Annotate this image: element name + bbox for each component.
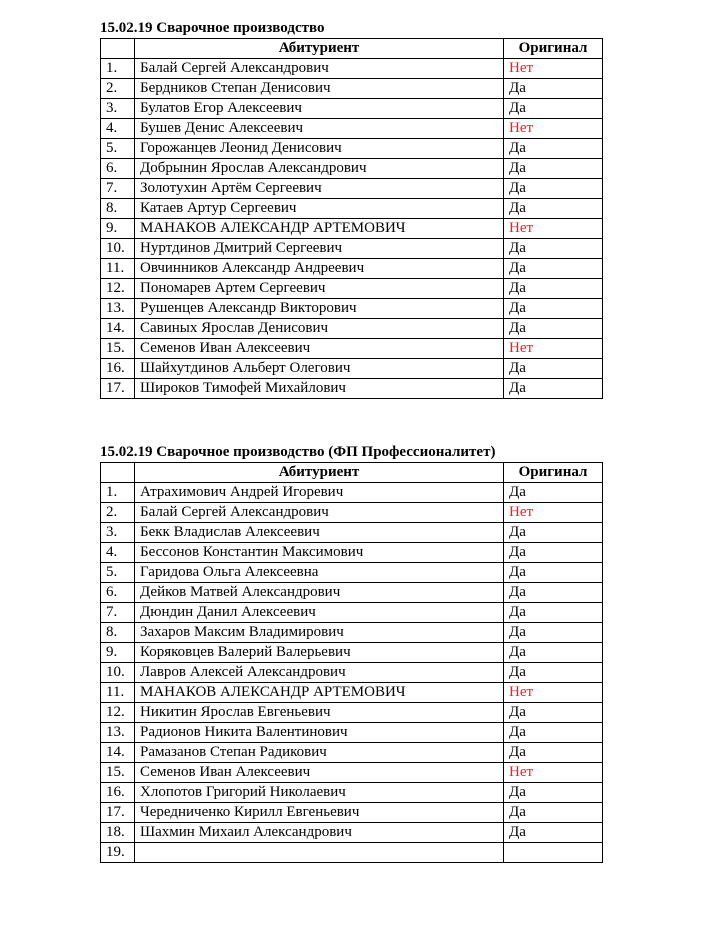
row-number-cell: 16. bbox=[101, 359, 135, 379]
section-welding bbox=[100, 18, 602, 399]
row-number-cell: 4. bbox=[101, 543, 135, 563]
table-row bbox=[101, 783, 603, 803]
applicant-name-cell: Радионов Никита Валентинович bbox=[135, 723, 504, 743]
table-row bbox=[101, 523, 603, 543]
table-row bbox=[101, 623, 603, 643]
row-number-cell: 9. bbox=[101, 219, 135, 239]
original-status-cell: Да bbox=[504, 723, 603, 743]
row-number-cell: 15. bbox=[101, 339, 135, 359]
table-row bbox=[101, 643, 603, 663]
table-row bbox=[101, 59, 603, 79]
table-row bbox=[101, 339, 603, 359]
applicant-name-cell: Чередниченко Кирилл Евгеньевич bbox=[135, 803, 504, 823]
original-status-cell: Да bbox=[504, 139, 603, 159]
table-row bbox=[101, 179, 603, 199]
original-status-cell: Да bbox=[504, 259, 603, 279]
table-row bbox=[101, 503, 603, 523]
applicant-name-cell: Семенов Иван Алексеевич bbox=[135, 339, 504, 359]
table-header-row bbox=[101, 463, 603, 483]
original-status-cell: Да bbox=[504, 663, 603, 683]
table-row bbox=[101, 803, 603, 823]
applicant-name-cell: Горожанцев Леонид Денисович bbox=[135, 139, 504, 159]
applicant-name-cell: Никитин Ярослав Евгеньевич bbox=[135, 703, 504, 723]
original-status-cell: Да bbox=[504, 99, 603, 119]
original-status-cell: Да bbox=[504, 483, 603, 503]
original-status-cell: Да bbox=[504, 79, 603, 99]
table-row bbox=[101, 563, 603, 583]
original-status-cell: Да bbox=[504, 643, 603, 663]
section-title: 15.02.19 Сварочное производство bbox=[100, 20, 325, 36]
original-status-cell: Да bbox=[504, 743, 603, 763]
row-number-cell: 2. bbox=[101, 503, 135, 523]
row-number-cell: 6. bbox=[101, 583, 135, 603]
table-row bbox=[101, 199, 603, 219]
table-row bbox=[101, 279, 603, 299]
original-status-cell: Да bbox=[504, 523, 603, 543]
table-row bbox=[101, 139, 603, 159]
original-status-cell: Нет bbox=[504, 59, 603, 79]
applicants-table bbox=[100, 462, 603, 863]
original-status-cell: Да bbox=[504, 199, 603, 219]
row-number-cell: 10. bbox=[101, 663, 135, 683]
row-number-cell: 2. bbox=[101, 79, 135, 99]
applicant-name-cell: Золотухин Артём Сергеевич bbox=[135, 179, 504, 199]
row-number-cell: 7. bbox=[101, 603, 135, 623]
original-status-cell: Да bbox=[504, 803, 603, 823]
row-number-cell: 10. bbox=[101, 239, 135, 259]
table-row bbox=[101, 239, 603, 259]
applicant-name-cell: Лавров Алексей Александрович bbox=[135, 663, 504, 683]
row-number-cell: 5. bbox=[101, 563, 135, 583]
applicant-name-cell: Гаридова Ольга Алексеевна bbox=[135, 563, 504, 583]
table-row bbox=[101, 119, 603, 139]
row-number-cell: 14. bbox=[101, 319, 135, 339]
table-row bbox=[101, 319, 603, 339]
original-status-cell: Да bbox=[504, 359, 603, 379]
row-number-cell: 15. bbox=[101, 763, 135, 783]
row-number-cell: 12. bbox=[101, 279, 135, 299]
section-title: 15.02.19 Сварочное производство (ФП Профессионалитет) bbox=[100, 444, 496, 460]
row-number-cell: 1. bbox=[101, 59, 135, 79]
row-number-cell: 14. bbox=[101, 743, 135, 763]
row-number-cell: 17. bbox=[101, 379, 135, 399]
table-row bbox=[101, 99, 603, 119]
applicant-name-cell: Рамазанов Степан Радикович bbox=[135, 743, 504, 763]
applicant-name-cell: Овчинников Александр Андреевич bbox=[135, 259, 504, 279]
table-row bbox=[101, 763, 603, 783]
row-number-cell: 8. bbox=[101, 623, 135, 643]
applicants-table bbox=[100, 38, 603, 399]
header-applicant: Абитуриент bbox=[135, 39, 504, 59]
table-row bbox=[101, 723, 603, 743]
table-row bbox=[101, 299, 603, 319]
table-row bbox=[101, 483, 603, 503]
original-status-cell: Нет bbox=[504, 503, 603, 523]
table-row bbox=[101, 543, 603, 563]
row-number-cell: 8. bbox=[101, 199, 135, 219]
applicant-name-cell: Катаев Артур Сергеевич bbox=[135, 199, 504, 219]
applicant-name-cell: Широков Тимофей Михайлович bbox=[135, 379, 504, 399]
applicant-name-cell: Бекк Владислав Алексеевич bbox=[135, 523, 504, 543]
original-status-cell: Да bbox=[504, 823, 603, 843]
row-number-cell: 7. bbox=[101, 179, 135, 199]
header-number bbox=[101, 39, 135, 59]
header-number bbox=[101, 463, 135, 483]
original-status-cell: Да bbox=[504, 379, 603, 399]
row-number-cell: 4. bbox=[101, 119, 135, 139]
table-row bbox=[101, 219, 603, 239]
original-status-cell: Да bbox=[504, 583, 603, 603]
applicant-name-cell: Савиных Ярослав Денисович bbox=[135, 319, 504, 339]
row-number-cell: 18. bbox=[101, 823, 135, 843]
table-row bbox=[101, 359, 603, 379]
applicant-name-cell: Бушев Денис Алексеевич bbox=[135, 119, 504, 139]
row-number-cell: 5. bbox=[101, 139, 135, 159]
table-row bbox=[101, 259, 603, 279]
applicant-name-cell: Балай Сергей Александрович bbox=[135, 503, 504, 523]
applicant-name-cell: Рушенцев Александр Викторович bbox=[135, 299, 504, 319]
row-number-cell: 3. bbox=[101, 523, 135, 543]
original-status-cell: Да bbox=[504, 159, 603, 179]
original-status-cell: Да bbox=[504, 623, 603, 643]
row-number-cell: 6. bbox=[101, 159, 135, 179]
original-status-cell: Нет bbox=[504, 683, 603, 703]
table-row bbox=[101, 663, 603, 683]
table-row bbox=[101, 743, 603, 763]
table-row bbox=[101, 603, 603, 623]
table-row bbox=[101, 583, 603, 603]
original-status-cell: Да bbox=[504, 703, 603, 723]
original-status-cell: Да bbox=[504, 239, 603, 259]
row-number-cell: 1. bbox=[101, 483, 135, 503]
table-row bbox=[101, 379, 603, 399]
row-number-cell: 16. bbox=[101, 783, 135, 803]
applicant-name-cell bbox=[135, 843, 504, 863]
original-status-cell: Да bbox=[504, 603, 603, 623]
applicant-name-cell: Захаров Максим Владимирович bbox=[135, 623, 504, 643]
applicant-name-cell: МАНАКОВ АЛЕКСАНДР АРТЕМОВИЧ bbox=[135, 219, 504, 239]
header-original: Оригинал bbox=[504, 39, 603, 59]
row-number-cell: 9. bbox=[101, 643, 135, 663]
row-number-cell: 11. bbox=[101, 683, 135, 703]
original-status-cell: Да bbox=[504, 563, 603, 583]
applicant-name-cell: Коряковцев Валерий Валерьевич bbox=[135, 643, 504, 663]
table-header-row bbox=[101, 39, 603, 59]
applicant-name-cell: Дейков Матвей Александрович bbox=[135, 583, 504, 603]
table-row bbox=[101, 843, 603, 863]
table-row bbox=[101, 159, 603, 179]
original-status-cell: Нет bbox=[504, 119, 603, 139]
table-row bbox=[101, 79, 603, 99]
original-status-cell: Нет bbox=[504, 339, 603, 359]
applicant-name-cell: Балай Сергей Александрович bbox=[135, 59, 504, 79]
original-status-cell bbox=[504, 843, 603, 863]
applicant-name-cell: Булатов Егор Алексеевич bbox=[135, 99, 504, 119]
original-status-cell: Да bbox=[504, 279, 603, 299]
applicant-name-cell: Бердников Степан Денисович bbox=[135, 79, 504, 99]
original-status-cell: Нет bbox=[504, 763, 603, 783]
applicant-name-cell: Пономарев Артем Сергеевич bbox=[135, 279, 504, 299]
applicant-name-cell: Шахмин Михаил Александрович bbox=[135, 823, 504, 843]
table-row bbox=[101, 683, 603, 703]
section-welding-professionalitet bbox=[100, 442, 602, 863]
table-row bbox=[101, 703, 603, 723]
original-status-cell: Да bbox=[504, 783, 603, 803]
row-number-cell: 11. bbox=[101, 259, 135, 279]
table-row bbox=[101, 823, 603, 843]
original-status-cell: Нет bbox=[504, 219, 603, 239]
applicant-name-cell: Бессонов Константин Максимович bbox=[135, 543, 504, 563]
row-number-cell: 12. bbox=[101, 703, 135, 723]
original-status-cell: Да bbox=[504, 299, 603, 319]
applicant-name-cell: Добрынин Ярослав Александрович bbox=[135, 159, 504, 179]
header-applicant: Абитуриент bbox=[135, 463, 504, 483]
applicant-name-cell: Дюндин Данил Алексеевич bbox=[135, 603, 504, 623]
applicant-name-cell: Шайхутдинов Альберт Олегович bbox=[135, 359, 504, 379]
row-number-cell: 17. bbox=[101, 803, 135, 823]
row-number-cell: 13. bbox=[101, 299, 135, 319]
applicant-name-cell: Атрахимович Андрей Игоревич bbox=[135, 483, 504, 503]
header-original: Оригинал bbox=[504, 463, 603, 483]
row-number-cell: 3. bbox=[101, 99, 135, 119]
row-number-cell: 19. bbox=[101, 843, 135, 863]
applicant-name-cell: Хлопотов Григорий Николаевич bbox=[135, 783, 504, 803]
row-number-cell: 13. bbox=[101, 723, 135, 743]
applicant-name-cell: МАНАКОВ АЛЕКСАНДР АРТЕМОВИЧ bbox=[135, 683, 504, 703]
original-status-cell: Да bbox=[504, 319, 603, 339]
original-status-cell: Да bbox=[504, 543, 603, 563]
applicant-name-cell: Нуртдинов Дмитрий Сергеевич bbox=[135, 239, 504, 259]
original-status-cell: Да bbox=[504, 179, 603, 199]
applicant-name-cell: Семенов Иван Алексеевич bbox=[135, 763, 504, 783]
